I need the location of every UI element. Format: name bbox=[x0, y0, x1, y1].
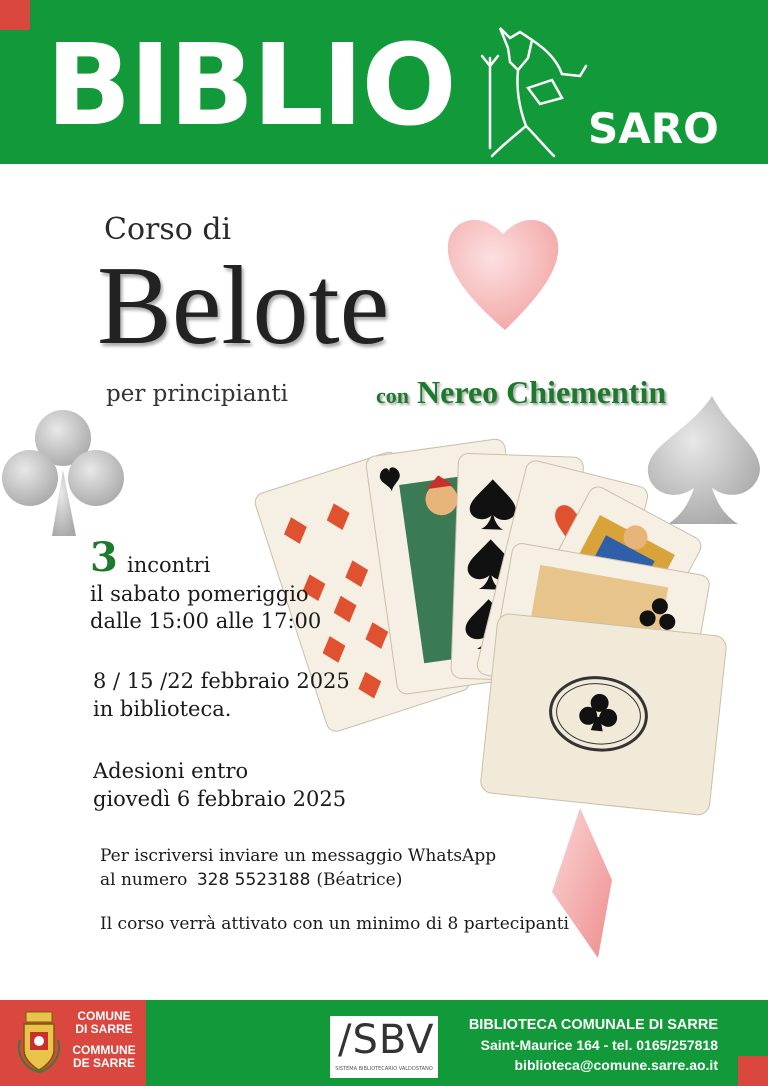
teacher-name: Nereo Chiementin bbox=[417, 374, 667, 410]
course-title: Belote bbox=[97, 244, 390, 368]
teacher-prefix: con bbox=[376, 383, 409, 408]
teacher-line bbox=[376, 374, 666, 411]
spade-suit-icon bbox=[648, 396, 760, 524]
biblio-logo-text: BIBLIO bbox=[46, 21, 455, 151]
sessions-word: incontri bbox=[127, 553, 211, 577]
session-hours: dalle 15:00 alle 17:00 bbox=[90, 609, 322, 633]
whatsapp-prefix: al numero bbox=[100, 870, 188, 890]
comune-name-fr: COMMUNE DE SARRE bbox=[72, 1043, 136, 1070]
municipal-crest-icon bbox=[16, 1010, 62, 1074]
whatsapp-number-line bbox=[100, 868, 402, 892]
saro-logo-text: SARO bbox=[588, 104, 719, 153]
playing-cards-illustration bbox=[253, 438, 728, 816]
corner-accent bbox=[0, 0, 30, 30]
library-name: BIBLIOTECA COMUNALE DI SARRE bbox=[468, 1017, 718, 1033]
sbv-logo: /SBV bbox=[338, 1017, 435, 1063]
club-suit-icon bbox=[2, 410, 124, 536]
session-dates: 8 / 15 /22 febbraio 2025 bbox=[93, 669, 350, 693]
course-intro: Corso di bbox=[104, 212, 232, 247]
registration-deadline-date: giovedì 6 febbraio 2025 bbox=[93, 787, 347, 811]
minimum-participants-note: Il corso verrà attivato con un minimo di 8 partecipanti bbox=[100, 914, 569, 934]
library-address: Saint-Maurice 164 - tel. 0165/257818 bbox=[480, 1037, 718, 1053]
corner-accent-bottom bbox=[738, 1056, 768, 1086]
sessions-number: 3 bbox=[90, 534, 118, 581]
session-place: in biblioteca. bbox=[93, 697, 232, 721]
whatsapp-number: 328 5523188 bbox=[196, 870, 311, 890]
course-subtitle: per principianti bbox=[106, 381, 288, 407]
devil-mascot-icon bbox=[470, 18, 595, 163]
comune-name-it: COMUNE DI SARRE bbox=[75, 1009, 133, 1036]
sbv-caption: SISTEMA BIBLIOTECARIO VALDOSTANO bbox=[335, 1066, 433, 1072]
library-email[interactable]: biblioteca@comune.sarre.ao.it bbox=[514, 1057, 718, 1073]
session-day: il sabato pomeriggio bbox=[90, 582, 309, 606]
whatsapp-contact: (Béatrice) bbox=[316, 870, 403, 890]
whatsapp-instructions: Per iscriversi inviare un messaggio WhatsApp bbox=[100, 846, 497, 866]
heart-suit-icon bbox=[448, 220, 558, 330]
registration-deadline-label: Adesioni entro bbox=[93, 759, 249, 783]
